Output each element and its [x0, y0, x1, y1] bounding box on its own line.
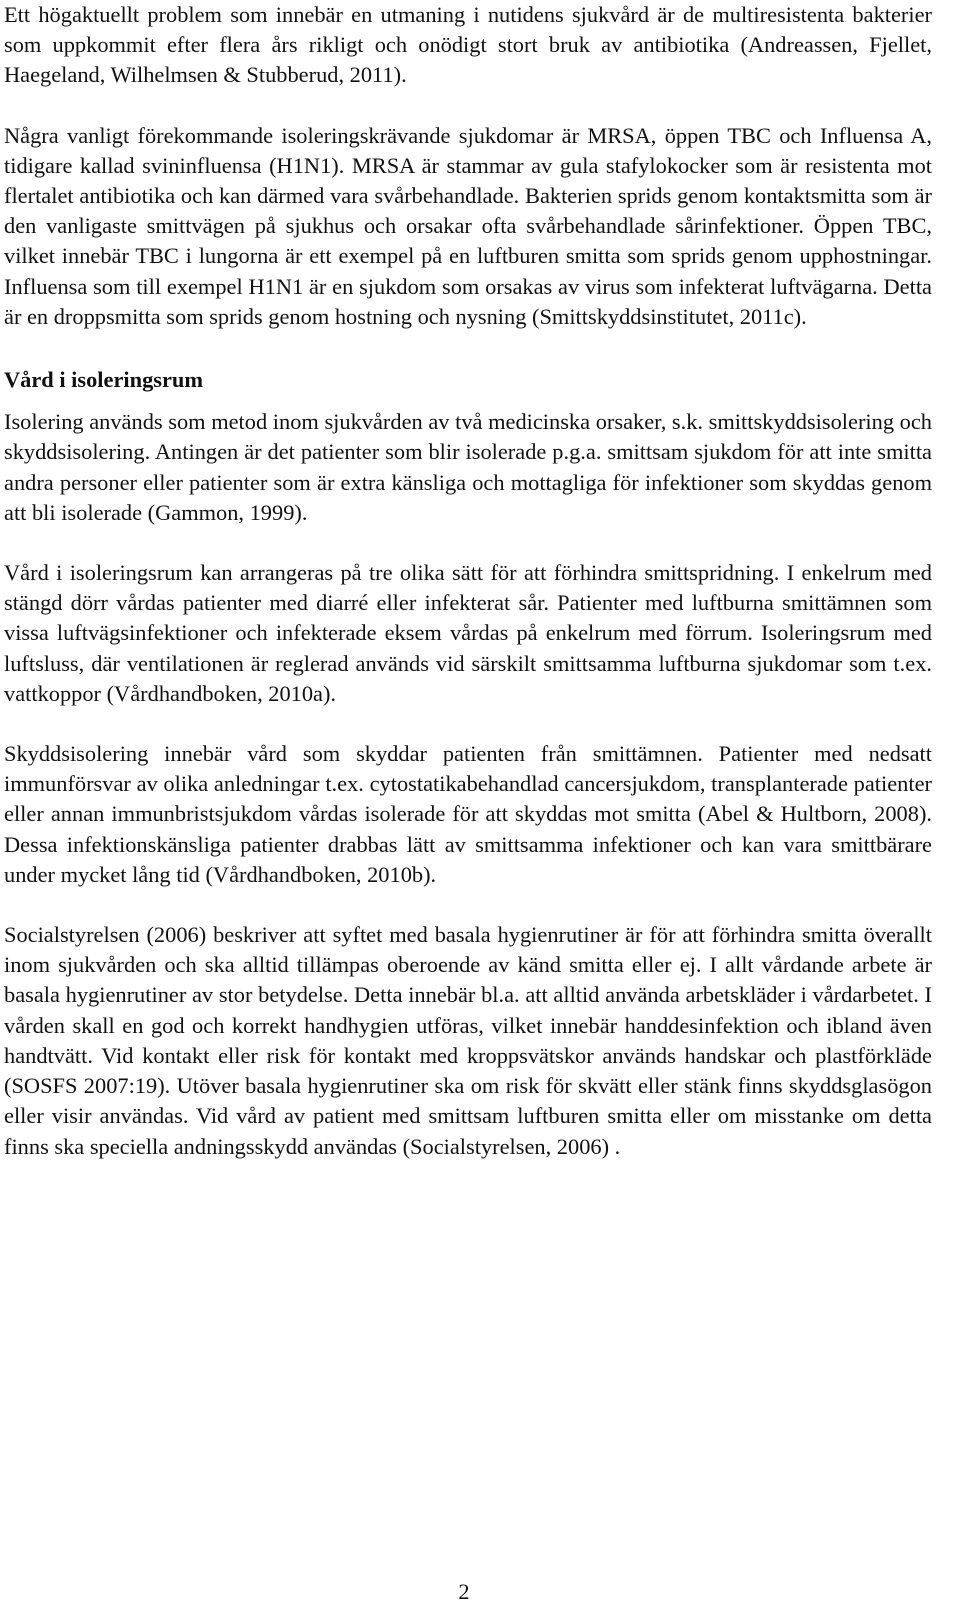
paragraph-gap — [4, 91, 932, 121]
section-heading: Vård i isoleringsrum — [4, 367, 204, 393]
document-page — [4, 0, 932, 1162]
paragraph-antibiotic-resistance: Ett högaktuellt problem som innebär en utmaning i nutidens sjukvård är de multiresistenta bakterier som uppkommit efter flera års rikligt och onödigt stort bruk av antibiotika (Andreassen, Fjellet, Haegeland, Wilhelmsen & Stubberud, 2011). — [4, 2, 932, 88]
paragraph-hygiene-routines: Socialstyrelsen (2006) beskriver att syftet med basala hygienrutiner är för att förhindra smitta överallt inom sjukvården och ska alltid tillämpas oberoende av känd smitta eller ej. I allt vårdande arbete är basala hygienrutiner av stor betydelse. Detta innebär bl.a. att alltid använda arbetskläder i vårdarbetet. I vården skall en god och korrekt handhygien utföras, vilket innebär handdesinfektion och ibland även handtvätt. Vid kontakt eller risk för kontakt med kroppsvätskor används handskar och plastförkläde (SOSFS 2007:19). Utöver basala hygienrutiner ska om risk för skvätt eller stänk finns skyddsglasögon eller visir användas. Vid vård av patient med smittsam luftburen smitta eller om misstanke om detta finns ska speciella andningsskydd användas (Socialstyrelsen, 2006) . — [4, 922, 932, 1159]
paragraph-isolation-diseases: Några vanligt förekommande isoleringskrävande sjukdomar är MRSA, öppen TBC och Influensa A, tidigare kallad svininfluensa (H1N1). MRSA är stammar av gula stafylokocker som är resistenta mot flertalet antibiotika och kan därmed vara svårbehandlade. Bakterien sprids genom kontaktsmitta som är den vanligaste smittvägen på sjukhus och orsakar ofta svårbehandlade sårinfektioner. Öppen TBC, vilket innebär TBC i lungorna är ett exempel på en luftburen smitta som sprids genom upphostningar. Influensa som till exempel H1N1 är en sjukdom som orsakas av virus som infekterat luftvägarna. Detta är en droppsmitta som sprids genom hostning och nysning (Smittskyddsinstitutet, 2011c). — [4, 122, 932, 329]
page-number: 2 — [458, 1579, 470, 1604]
paragraph-gap — [4, 709, 932, 739]
paragraph-isolation-rooms: Vård i isoleringsrum kan arrangeras på tre olika sätt för att förhindra smittspridning. I enkelrum med stängd dörr vårdas patienter med diarré eller infekterat sår. Patienter med luftburna smittämnen som vissa luftvägsinfektioner och infekterade eksem vårdas på enkelrum med förrum. Isoleringsrum med luftsluss, där ventilationen är reglerad används vid särskilt smittsamma luftburna sjukdomar som t.ex. vattkoppor (Vårdhandboken, 2010a). — [4, 560, 932, 706]
paragraph-gap — [4, 528, 932, 558]
paragraph-isolation-methods: Isolering används som metod inom sjukvården av två medicinska orsaker, s.k. smittskyddsisolering och skyddsisolering. Antingen är det patienter som blir isolerade p.g.a. smittsam sjukdom för att inte smitta andra personer eller patienter som är extra känsliga och mottagliga för infektioner som skyddas genom att bli isolerade (Gammon, 1999). — [4, 409, 932, 525]
paragraph-protective-isolation: Skyddsisolering innebär vård som skyddar patienten från smittämnen. Patienter med nedsatt immunförsvar av olika anledningar t.ex. cytostatikabehandlad cancersjukdom, transplanterade patienter eller annan immunbristsjukdom vårdas isolerade för att skyddas mot smitta (Abel & Hultborn, 2008). Dessa infektionskänsliga patienter drabbas lätt av smittsamma infektioner och kan vara smittbärare under mycket lång tid (Vårdhandboken, 2010b). — [4, 741, 932, 887]
paragraph-gap — [4, 890, 932, 920]
paragraph-gap — [4, 332, 932, 365]
paragraph-gap — [4, 395, 932, 407]
